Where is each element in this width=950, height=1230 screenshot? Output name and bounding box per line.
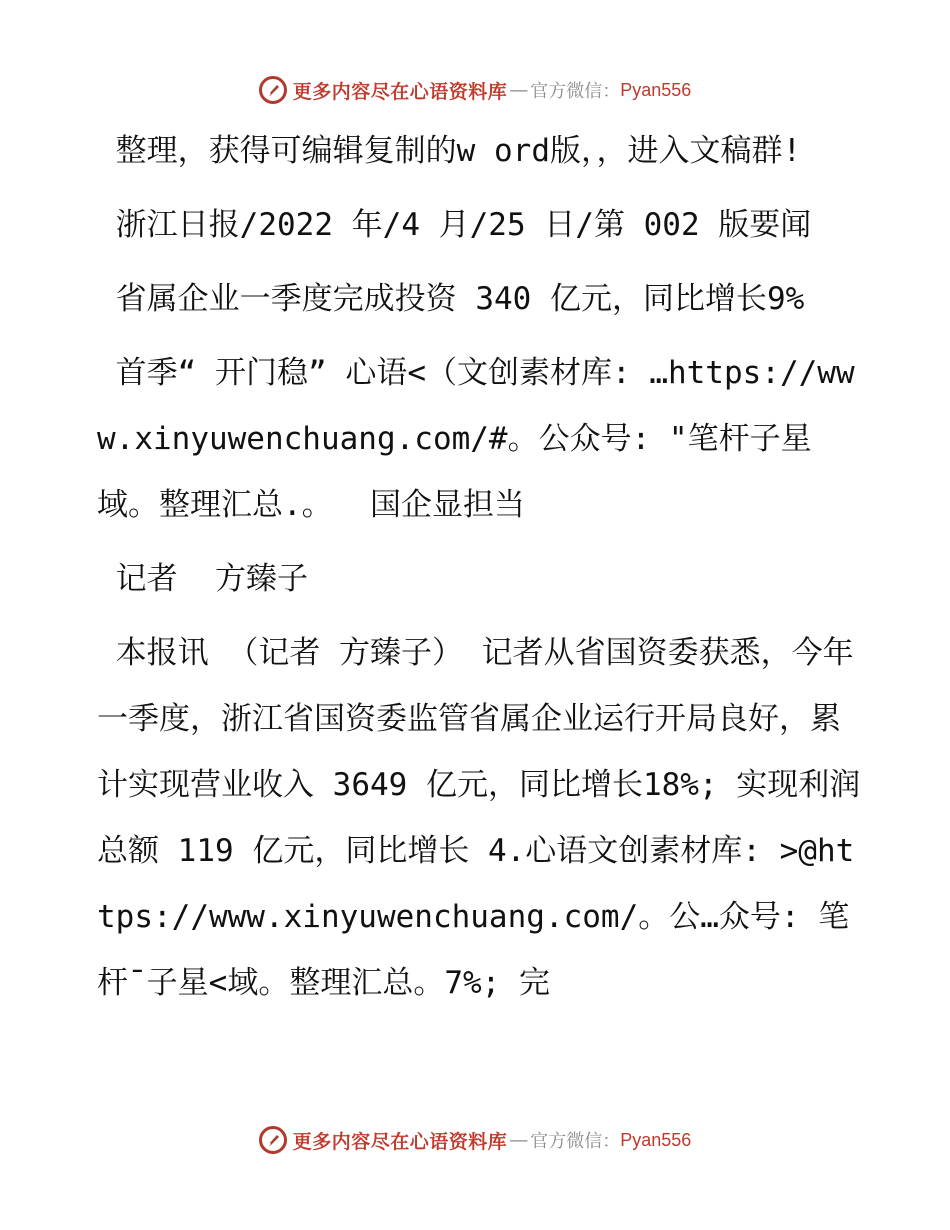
header-separator: — <box>509 79 529 101</box>
header-banner <box>0 70 950 110</box>
header-banner-text: 更多内容尽在心语资料库 <box>292 80 508 103</box>
paragraph-intro: 整理，获得可编辑复制的w ord版，，进入文稿群! <box>97 133 802 169</box>
paragraph-body: 本报讯 （记者 方臻子） 记者从省国资委获悉，今年一季度，浙江省国资委监管省属企业运行开局良好，累计实现营业收入 3649 亿元，同比增长18%; 实现利润总额 119 亿元，同比增长 4.心语文创素材库: >@https://www.xinyuwenchuang.com/。公…众号: 笔杆¯子星<域。整理汇总。7%; 完 <box>97 635 861 1001</box>
paragraph-subheadline: 首季“ 开门稳” 心语<（文创素材库: …https://www.xinyuwenchuang.com/#。公众号: "笔杆子星域。整理汇总.。 国企显担当 <box>97 355 855 523</box>
footer-wechat-id: Pyan556 <box>620 1129 692 1150</box>
paragraph-source: 浙江日报/2022 年/4 月/25 日/第 002 版要闻 <box>97 207 812 243</box>
document-body <box>97 118 867 1024</box>
footer-wechat-label: 官方微信： <box>530 1131 621 1152</box>
paragraph-headline: 省属企业一季度完成投资 340 亿元，同比增长9% <box>97 281 805 317</box>
paragraph-byline: 记者 方臻子 <box>97 561 308 597</box>
footer-banner-text: 更多内容尽在心语资料库 <box>292 1130 508 1153</box>
logo-icon <box>259 76 287 104</box>
header-wechat-id: Pyan556 <box>620 79 692 100</box>
footer-banner <box>0 1120 950 1160</box>
header-wechat-label: 官方微信： <box>530 81 621 102</box>
footer-separator: — <box>509 1129 529 1151</box>
logo-icon <box>259 1126 287 1154</box>
